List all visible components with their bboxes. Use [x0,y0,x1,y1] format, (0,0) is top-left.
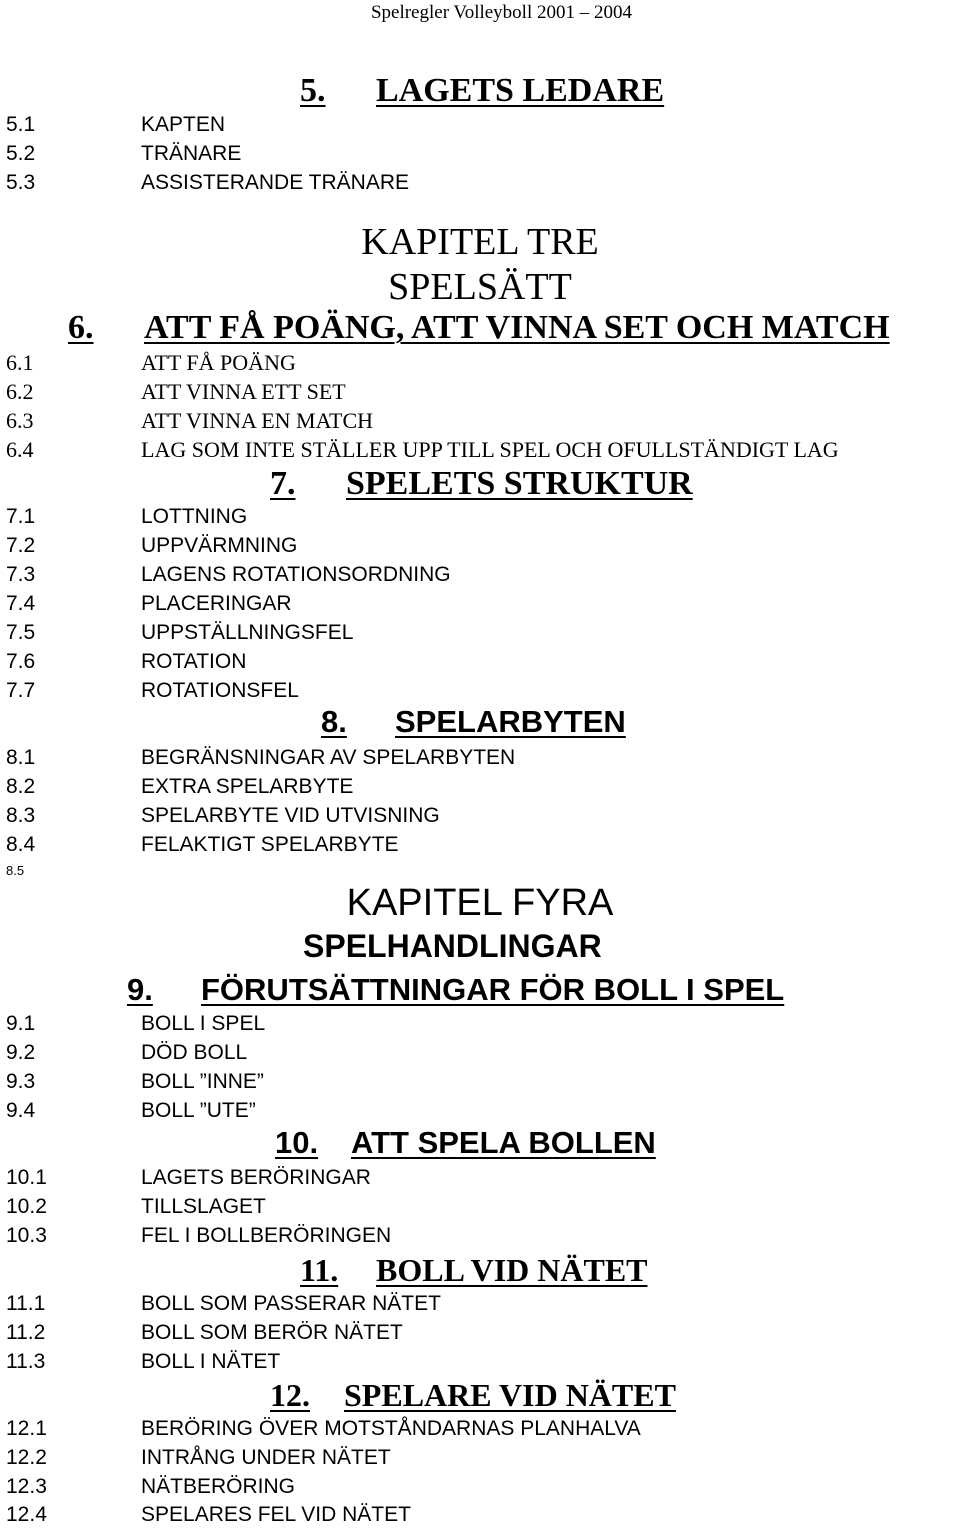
item-number: 5.2 [6,142,36,165]
section-number: 10. [275,1125,319,1160]
section-heading-8 [321,704,626,740]
section-number: 11. [300,1252,339,1288]
item-title: LAGENS ROTATIONSORDNING [141,563,451,586]
item-number: 8.4 [6,833,36,856]
item-number: 7.7 [6,679,36,702]
item-title: BEGRÄNSNINGAR AV SPELARBYTEN [141,746,516,769]
item-number: 12.4 [6,1503,47,1526]
item-title: FEL I BOLLBERÖRINGEN [141,1224,392,1247]
item-title: BOLL ”UTE” [141,1099,256,1122]
section-number: 7. [270,465,296,502]
item-number: 7.6 [6,650,36,673]
section-heading-5 [300,72,664,110]
section-heading-12 [270,1377,676,1414]
item-title: LAG SOM INTE STÄLLER UPP TILL SPEL OCH OFULLSTÄNDIGT LAG [141,437,839,462]
section-heading-9 [127,972,784,1008]
item-title: BOLL ”INNE” [141,1070,264,1093]
item-number: 11.3 [6,1350,46,1373]
item-title: ROTATION [141,650,247,673]
item-title: BOLL SOM PASSERAR NÄTET [141,1292,441,1315]
item-number: 6.3 [6,408,34,433]
item-number: 9.1 [6,1012,36,1035]
item-number: 7.3 [6,563,36,586]
item-number: 8.2 [6,775,36,798]
section-title: SPELARBYTEN [395,704,626,739]
item-title: BOLL I SPEL [141,1012,266,1035]
item-number: 9.2 [6,1041,36,1064]
item-number: 11.1 [6,1292,46,1315]
item-title: TILLSLAGET [141,1195,266,1218]
item-number: 12.1 [6,1417,47,1440]
section-title: LAGETS LEDARE [376,72,665,109]
item-number: 8.1 [6,746,36,769]
item-number: 9.3 [6,1070,36,1093]
section-number: 6. [68,309,94,346]
section-title: ATT FÅ POÄNG, ATT VINNA SET OCH MATCH [144,309,890,346]
item-number: 8.3 [6,804,36,827]
section-heading-11 [300,1252,648,1289]
section-number: 9. [127,972,153,1007]
item-title: ROTATIONSFEL [141,679,299,702]
item-number: 5.3 [6,171,36,194]
section-title: SPELARE VID NÄTET [344,1377,676,1413]
item-title: SPELARES FEL VID NÄTET [141,1503,411,1526]
section-heading-6 [68,309,890,347]
item-number: 7.2 [6,534,36,557]
item-number: 6.4 [6,437,34,462]
item-number: 10.3 [6,1224,47,1247]
item-title: BOLL I NÄTET [141,1350,281,1373]
item-number: 12.2 [6,1446,47,1469]
item-title: LAGETS BERÖRINGAR [141,1166,371,1189]
section-title: ATT SPELA BOLLEN [351,1125,656,1160]
section-title: SPELETS STRUKTUR [346,465,693,502]
item-number: 12.3 [6,1475,47,1498]
item-number: 8.5 [6,863,25,878]
item-title: ATT VINNA EN MATCH [141,408,374,433]
item-title: INTRÅNG UNDER NÄTET [141,1446,391,1469]
running-header: Spelregler Volleyboll 2001 – 2004 [370,2,632,23]
item-title: TRÄNARE [141,142,242,165]
item-title: KAPTEN [141,113,226,136]
item-title: BOLL SOM BERÖR NÄTET [141,1321,403,1344]
item-number: 6.1 [6,350,34,375]
section-title: FÖRUTSÄTTNINGAR FÖR BOLL I SPEL [201,972,785,1007]
item-number: 7.1 [6,505,36,528]
section-number: 12. [270,1377,310,1413]
section-heading-7 [270,465,693,503]
item-title: FELAKTIGT SPELARBYTE [141,833,399,856]
item-title: PLACERINGAR [141,592,292,615]
item-number: 10.1 [6,1166,47,1189]
item-number: 6.2 [6,379,34,404]
item-number: 11.2 [6,1321,46,1344]
item-title: UPPVÄRMNING [141,534,298,557]
item-title: NÄTBERÖRING [141,1475,296,1498]
section-number: 5. [300,72,326,109]
item-number: 5.1 [6,113,36,136]
item-title: DÖD BOLL [141,1041,248,1064]
item-title: LOTTNING [141,505,248,528]
item-number: 7.5 [6,621,36,644]
item-title: ATT FÅ POÄNG [141,350,296,375]
item-number: 10.2 [6,1195,47,1218]
item-number: 7.4 [6,592,36,615]
section-heading-10 [275,1125,656,1161]
item-title: ATT VINNA ETT SET [141,379,346,404]
item-number: 9.4 [6,1099,36,1122]
item-title: EXTRA SPELARBYTE [141,775,354,798]
chapter-subtitle: SPELHANDLINGAR [303,928,602,964]
item-title: UPPSTÄLLNINGSFEL [141,621,354,644]
section-number: 8. [321,704,347,739]
item-title: SPELARBYTE VID UTVISNING [141,804,440,827]
item-title: BERÖRING ÖVER MOTSTÅNDARNAS PLANHALVA [141,1417,641,1440]
section-title: BOLL VID NÄTET [376,1252,648,1288]
item-title: ASSISTERANDE TRÄNARE [141,171,410,194]
